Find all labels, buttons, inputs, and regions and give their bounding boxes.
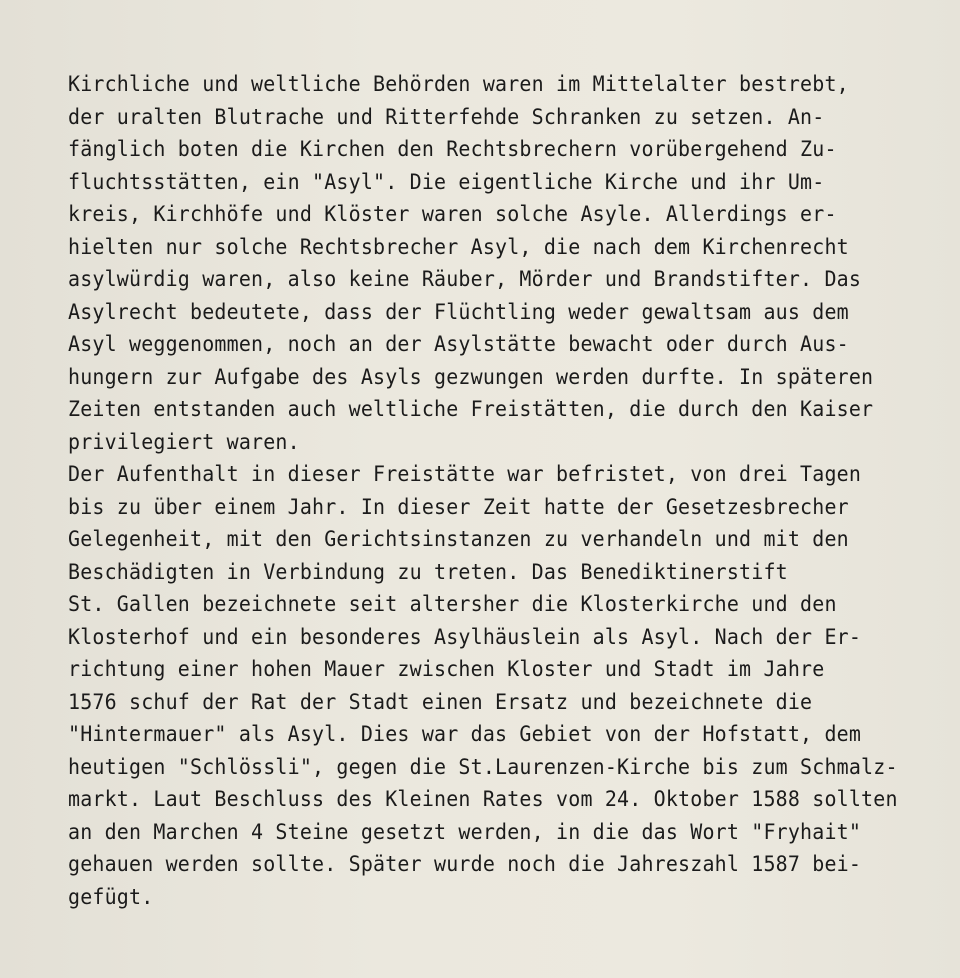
text-line: fluchtsstätten, ein "Asyl". Die eigentliche Kirche und ihr Um- [68,169,825,194]
text-line: hielten nur solche Rechtsbrecher Asyl, die nach dem Kirchenrecht [68,234,849,259]
text-line: "Hintermauer" als Asyl. Dies war das Gebiet von der Hofstatt, dem [68,722,862,746]
text-line: 1576 schuf der Rat der Stadt einen Ersatz und bezeichnete die [68,689,813,714]
text-line: gefügt. [68,884,154,909]
text-line: markt. Laut Beschluss des Kleinen Rates vom 24. Oktober 1588 sollten [68,787,898,811]
text-line: Asylrecht bedeutete, dass der Flüchtling weder gewaltsam aus dem [68,299,849,324]
text-line: der uralten Blutrache und Ritterfehde Schranken zu setzen. An- [68,104,825,129]
text-block [68,68,948,913]
text-line: Gelegenheit, mit den Gerichtsinstanzen zu verhandeln und mit den [68,527,849,551]
text-line: kreis, Kirchhöfe und Klöster waren solche Asyle. Allerdings er- [68,202,837,226]
text-line: hungern zur Aufgabe des Asyls gezwungen werden durfte. In späteren [68,364,874,389]
text-line: gehauen werden sollte. Später wurde noch die Jahreszahl 1587 bei- [68,852,862,876]
text-line: Beschädigten in Verbindung zu treten. Das Benediktinerstift [68,559,788,584]
text-line: fänglich boten die Kirchen den Rechtsbrechern vorübergehend Zu- [68,137,837,161]
text-line: bis zu über einem Jahr. In dieser Zeit hatte der Gesetzesbrecher [68,494,849,519]
text-line: privilegiert waren. [68,429,300,454]
text-line: Der Aufenthalt in dieser Freistätte war befristet, von drei Tagen [68,462,862,486]
text-line: St. Gallen bezeichnete seit altersher die Klosterkirche und den [68,592,837,616]
text-line: asylwürdig waren, also keine Räuber, Mörder und Brandstifter. Das [68,267,862,291]
text-line: richtung einer hohen Mauer zwischen Kloster und Stadt im Jahre [68,657,825,681]
text-line: Asyl weggenommen, noch an der Asylstätte bewacht oder durch Aus- [68,332,849,356]
text-line: Zeiten entstanden auch weltliche Freistätten, die durch den Kaiser [68,397,874,421]
text-line: Klosterhof und ein besonderes Asylhäuslein als Asyl. Nach der Er- [68,624,862,649]
text-line: an den Marchen 4 Steine gesetzt werden, in die das Wort "Fryhait" [68,819,862,844]
text-line: heutigen "Schlössli", gegen die St.Laurenzen-Kirche bis zum Schmalz- [68,754,898,779]
text-line: Kirchliche und weltliche Behörden waren im Mittelalter bestrebt, [68,72,849,96]
